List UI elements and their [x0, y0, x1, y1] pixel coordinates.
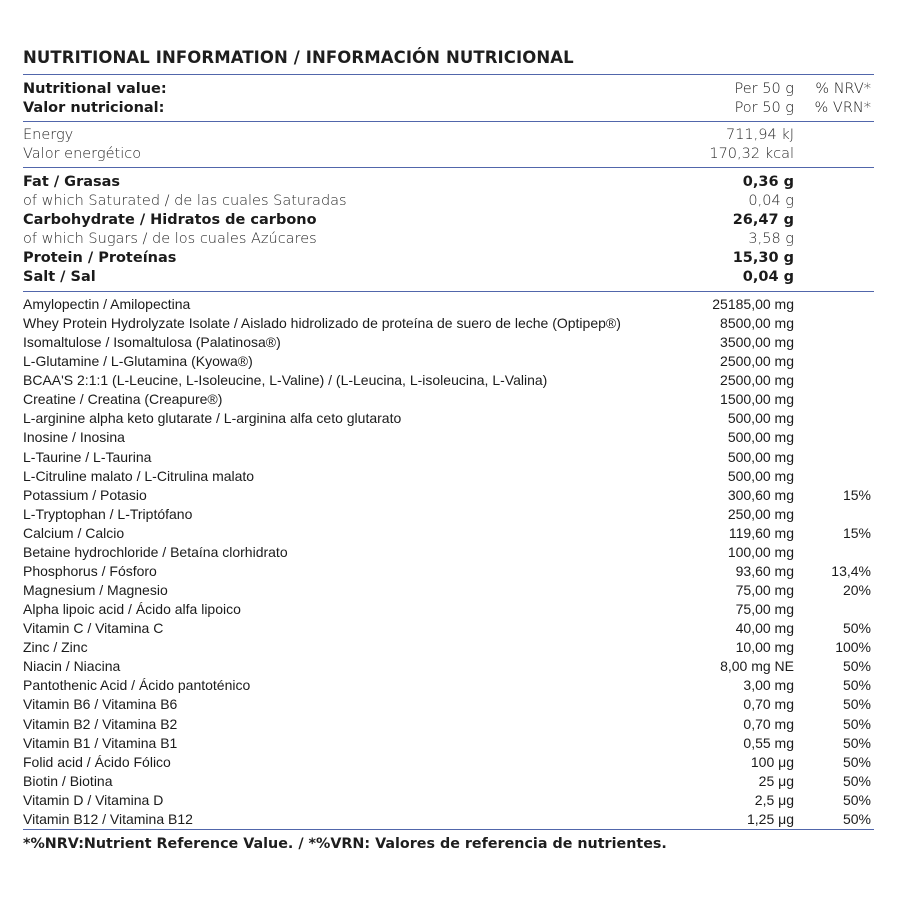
table-row [23, 333, 874, 352]
header-label-en: Nutritional value: [23, 81, 167, 97]
row-label: Carbohydrate / Hidratos de carbono [23, 212, 317, 228]
row-value: 0,36 g [742, 174, 794, 190]
table-row [23, 211, 874, 230]
row-value: 100 μg [750, 753, 794, 770]
row-value: 3500,00 mg [720, 334, 794, 351]
row-label: Biotin / Biotina [23, 772, 113, 789]
row-value: 8,00 mg NE [720, 658, 794, 675]
table-row [23, 230, 874, 249]
row-value: 2500,00 mg [720, 372, 794, 389]
row-nrv: 50% [842, 677, 871, 694]
row-label: L-Citruline malato / L-Citrulina malato [23, 467, 255, 484]
row-label: Vitamin C / Vitamina C [23, 620, 164, 637]
row-value: 2500,00 mg [720, 353, 794, 370]
row-label: Vitamin B6 / Vitamina B6 [23, 696, 178, 713]
row-label: Vitamin B2 / Vitamina B2 [23, 715, 178, 732]
row-nrv: 50% [842, 658, 871, 675]
table-row [23, 753, 874, 772]
table-row [23, 486, 874, 505]
divider-energy [23, 167, 874, 168]
table-row [23, 428, 874, 447]
row-nrv: 13,4% [831, 562, 871, 579]
row-label: Creatine / Creatina (Creapure®) [23, 391, 223, 408]
row-nrv: 15% [842, 524, 871, 541]
energy-row [23, 126, 874, 145]
header-per-es: Por 50 g [734, 100, 794, 116]
table-row [23, 791, 874, 810]
row-value: 300,60 mg [727, 486, 794, 503]
header-nrv-en: % NRV* [815, 81, 871, 97]
table-row [23, 638, 874, 657]
table-row [23, 249, 874, 268]
divider-top [23, 74, 874, 75]
row-value: 500,00 mg [727, 429, 794, 446]
table-row [23, 390, 874, 409]
table-row [23, 467, 874, 486]
energy-value: 170,32 kcal [709, 146, 794, 162]
header-nrv-es: % VRN* [814, 100, 871, 116]
table-row [23, 268, 874, 287]
row-value: 0,04 g [748, 193, 794, 209]
row-label: L-Taurine / L-Taurina [23, 448, 152, 465]
row-label: Potassium / Potasio [23, 486, 147, 503]
row-value: 25185,00 mg [712, 296, 794, 312]
row-label: L-Glutamine / L-Glutamina (Kyowa®) [23, 353, 253, 370]
row-value: 0,55 mg [743, 734, 794, 751]
row-label: Zinc / Zinc [23, 639, 88, 656]
row-label: BCAA'S 2:1:1 (L-Leucine, L-Isoleucine, L-Valine) / (L-Leucina, L-isoleucina, L-Valina) [23, 372, 548, 389]
table-row [23, 772, 874, 791]
row-value: 1,25 μg [747, 810, 794, 827]
energy-row [23, 145, 874, 164]
table-row [23, 543, 874, 562]
header-per-en: Per 50 g [734, 81, 794, 97]
row-label: Fat / Grasas [23, 174, 121, 190]
divider-header [23, 121, 874, 122]
row-label: Alpha lipoic acid / Ácido alfa lipoico [23, 601, 241, 618]
row-label: Niacin / Niacina [23, 658, 121, 675]
divider-macros [23, 291, 874, 292]
row-nrv: 50% [842, 753, 871, 770]
table-row [23, 619, 874, 638]
energy-label: Energy [23, 127, 74, 143]
energy-label: Valor energético [23, 146, 142, 162]
header-row-en [23, 80, 874, 99]
row-value: 500,00 mg [727, 448, 794, 465]
row-label: L-arginine alpha keto glutarate / L-arginina alfa ceto glutarato [23, 410, 402, 427]
row-label: Calcium / Calcio [23, 524, 125, 541]
table-row [23, 409, 874, 428]
row-value: 119,60 mg [728, 524, 794, 541]
row-label: Folid acid / Ácido Fólico [23, 753, 171, 770]
row-nrv: 50% [842, 810, 871, 827]
row-value: 2,5 μg [754, 791, 794, 808]
row-value: 500,00 mg [727, 467, 794, 484]
table-row [23, 600, 874, 619]
row-value: 8500,00 mg [720, 315, 794, 332]
table-row [23, 734, 874, 753]
header-row-es [23, 99, 874, 118]
table-row [23, 676, 874, 695]
row-value: 75,00 mg [735, 582, 794, 599]
table-row [23, 505, 874, 524]
header-label-es: Valor nutricional: [23, 100, 165, 116]
table-row [23, 173, 874, 192]
row-nrv: 50% [842, 696, 871, 713]
row-nrv: 20% [842, 582, 871, 599]
table-row [23, 695, 874, 714]
row-nrv: 50% [842, 620, 871, 637]
row-label: Betaine hydrochloride / Betaína clorhidrato [23, 543, 288, 560]
row-value: 93,60 mg [735, 562, 794, 579]
table-row [23, 192, 874, 211]
row-value: 26,47 g [732, 212, 794, 228]
row-value: 100,00 mg [727, 543, 794, 560]
row-value: 3,00 mg [743, 677, 794, 694]
row-nrv: 50% [842, 734, 871, 751]
table-title: NUTRITIONAL INFORMATION / INFORMACIÓN NUTRICIONAL [23, 48, 574, 67]
row-value: 40,00 mg [735, 620, 794, 637]
row-value: 0,70 mg [743, 715, 794, 732]
row-value: 0,70 mg [743, 696, 794, 713]
table-row [23, 562, 874, 581]
energy-value: 711,94 kJ [725, 127, 794, 143]
row-value: 15,30 g [732, 250, 794, 266]
row-label: Vitamin B1 / Vitamina B1 [23, 734, 178, 751]
table-row [23, 657, 874, 676]
row-label: Inosine / Inosina [23, 429, 125, 446]
row-nrv: 100% [835, 639, 871, 656]
table-row [23, 314, 874, 333]
row-label: Amylopectin / Amilopectina [23, 296, 191, 312]
footnote: *%NRV:Nutrient Reference Value. / *%VRN: Valores de referencia de nutrientes. [23, 836, 667, 852]
table-row [23, 581, 874, 600]
table-row [23, 810, 874, 829]
row-label: Vitamin D / Vitamina D [23, 791, 164, 808]
table-row [23, 295, 874, 314]
row-value: 75,00 mg [735, 601, 794, 618]
row-value: 250,00 mg [727, 505, 794, 522]
table-row [23, 371, 874, 390]
row-label: of which Saturated / de las cuales Saturadas [23, 193, 347, 209]
row-value: 1500,00 mg [720, 391, 794, 408]
row-label: Protein / Proteínas [23, 250, 177, 266]
row-value: 3,58 g [748, 231, 794, 247]
row-label: Salt / Sal [23, 269, 96, 285]
row-label: L-Tryptophan / L-Triptófano [23, 505, 193, 522]
row-label: Vitamin B12 / Vitamina B12 [23, 810, 193, 827]
row-label: Isomaltulose / Isomaltulosa (Palatinosa®) [23, 334, 281, 351]
row-nrv: 15% [842, 486, 871, 503]
table-row [23, 715, 874, 734]
row-value: 0,04 g [742, 269, 794, 285]
row-nrv: 50% [842, 772, 871, 789]
row-value: 10,00 mg [735, 639, 794, 656]
row-label: Pantothenic Acid / Ácido pantoténico [23, 677, 251, 694]
row-value: 25 μg [758, 772, 794, 789]
table-row [23, 524, 874, 543]
row-label: Magnesium / Magnesio [23, 582, 168, 599]
divider-bottom [23, 829, 874, 830]
row-label: Whey Protein Hydrolyzate Isolate / Aislado hidrolizado de proteína de suero de leche (Optipep®) [23, 315, 621, 332]
row-label: of which Sugars / de los cuales Azúcares [23, 231, 317, 247]
row-nrv: 50% [842, 715, 871, 732]
table-row [23, 352, 874, 371]
table-row [23, 448, 874, 467]
row-nrv: 50% [842, 791, 871, 808]
row-label: Phosphorus / Fósforo [23, 562, 157, 579]
row-value: 500,00 mg [727, 410, 794, 427]
